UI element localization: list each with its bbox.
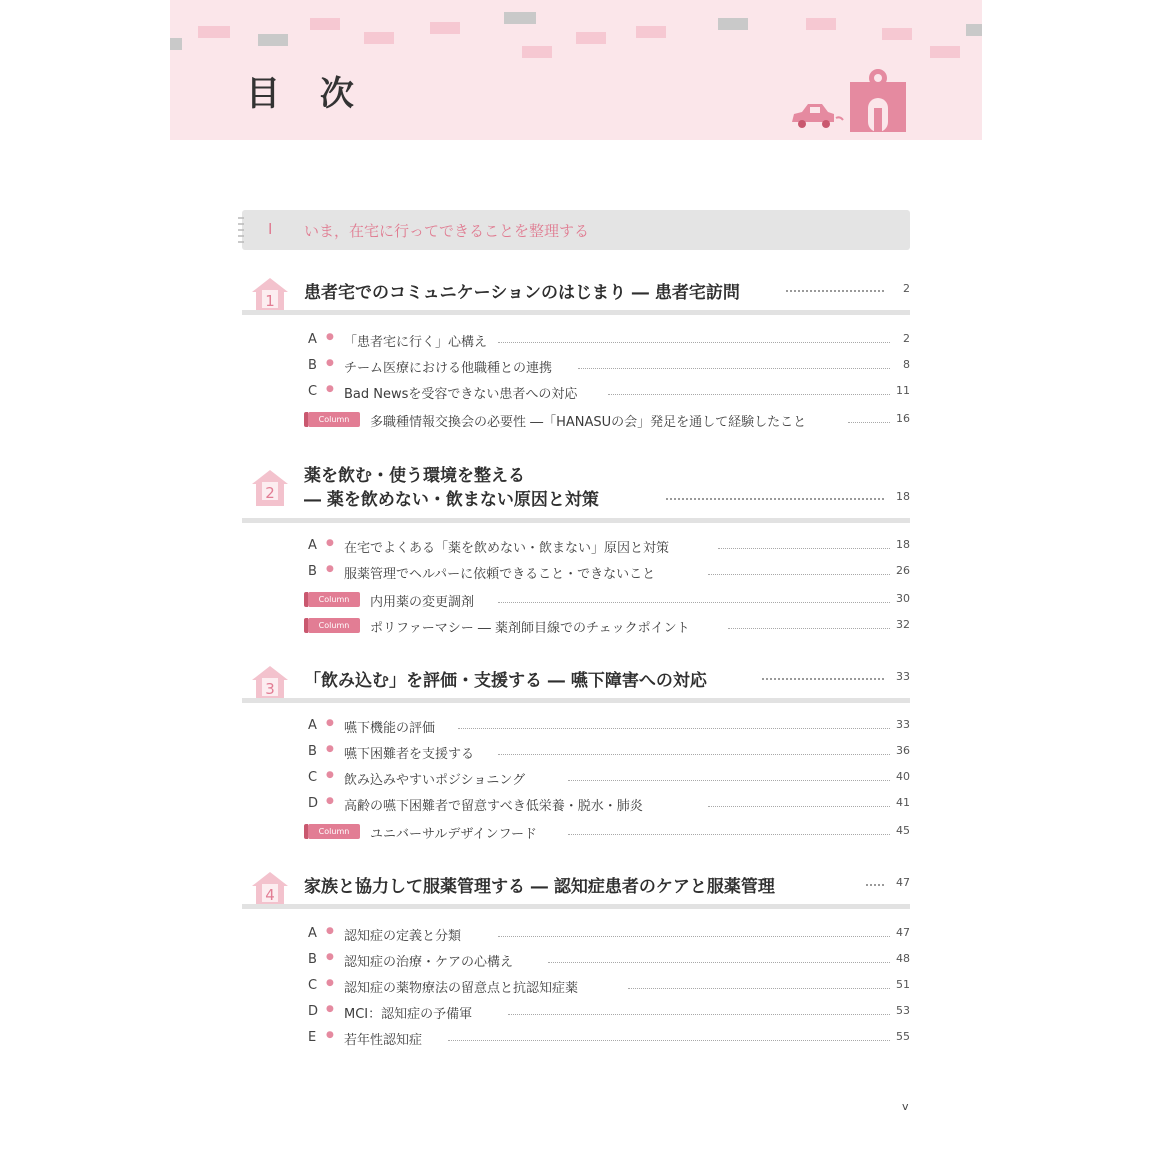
entry-letter: A (308, 926, 317, 941)
bullet-icon: ● (326, 538, 334, 548)
entry-letter: C (308, 978, 318, 993)
leader-dots (608, 394, 890, 395)
svg-text:1: 1 (265, 292, 275, 310)
entry-label: 認知症の薬物療法の留意点と抗認知症薬 (344, 977, 582, 996)
column-label: 内用薬の変更調剤 (370, 591, 478, 610)
leader-dots (628, 988, 890, 989)
entry-label: 飲み込みやすいポジショニング (344, 769, 529, 788)
entry-page: 48 (896, 952, 910, 965)
leader-dots (578, 368, 890, 369)
entry-label: 在宅でよくある「薬を飲めない・飲まない」原因と対策 (344, 537, 673, 556)
leader-dots (568, 834, 890, 835)
column-label: ポリファーマシー ― 薬剤師目線でのチェックポイント (370, 617, 694, 636)
leader-dots (508, 1014, 890, 1015)
part-label: いま，在宅に行ってできることを整理する (304, 222, 590, 240)
entry-label: チーム医療における他職種との連携 (344, 357, 556, 376)
bullet-icon: ● (326, 1030, 334, 1040)
bullet-icon: ● (326, 796, 334, 806)
bullet-icon: ● (326, 770, 334, 780)
chapter-page: 47 (896, 876, 910, 889)
svg-text:4: 4 (265, 886, 275, 904)
toc-entry[interactable] (308, 716, 910, 736)
column-badge: Column (308, 824, 360, 839)
chapter-page: 18 (896, 490, 910, 503)
entry-letter: B (308, 358, 317, 373)
chapter-rule (242, 698, 910, 703)
leader-dots (548, 962, 890, 963)
leader-dots (498, 936, 890, 937)
leader-dots (728, 628, 890, 629)
house-icon (848, 68, 908, 134)
chapter-title: 患者宅でのコミュニケーションのはじまり ― 患者宅訪問 (304, 283, 740, 303)
chapter-rule (242, 904, 910, 909)
chapter-title: 「飲み込む」を評価・支援する ― 嚥下障害への対応 (304, 671, 707, 691)
car-icon (788, 100, 844, 132)
chapter-page: 33 (896, 670, 910, 683)
toc-entry[interactable] (308, 794, 910, 814)
leader-dots (708, 574, 890, 575)
bullet-icon: ● (326, 384, 334, 394)
entry-page: 33 (896, 718, 910, 731)
entry-page: 53 (896, 1004, 910, 1017)
toc-page (170, 0, 982, 1150)
column-label: 多職種情報交換会の必要性 ―「HANASUの会」発足を通して経験したこと (370, 411, 810, 430)
bullet-icon: ● (326, 926, 334, 936)
bullet-icon: ● (326, 1004, 334, 1014)
svg-text:3: 3 (265, 680, 275, 698)
leader-dots (498, 602, 890, 603)
entry-label: 服薬管理でヘルパーに依頼できること・できないこと (344, 563, 659, 582)
toc-entry[interactable] (308, 382, 910, 402)
entry-page: 47 (896, 926, 910, 939)
chapter-rule (242, 518, 910, 523)
chapter-2[interactable] (242, 456, 910, 526)
chapter-page: 2 (903, 282, 910, 295)
leader-dots (448, 1040, 890, 1041)
entry-letter: B (308, 744, 317, 759)
entry-page: 2 (903, 332, 910, 345)
column-entry[interactable] (308, 822, 910, 842)
bullet-icon: ● (326, 358, 334, 368)
entry-label: 高齢の嚥下困難者で留意すべき低栄養・脱水・肺炎 (344, 795, 647, 814)
entry-page: 36 (896, 744, 910, 757)
entry-page: 32 (896, 618, 910, 631)
entry-page: 26 (896, 564, 910, 577)
entry-letter: C (308, 770, 318, 785)
leader-dots (762, 678, 884, 680)
toc-entry[interactable] (308, 562, 910, 582)
entry-letter: A (308, 718, 317, 733)
toc-entry[interactable] (308, 950, 910, 970)
chapter-title: 薬を飲む・使う環境を整える (304, 466, 525, 486)
bullet-icon: ● (326, 952, 334, 962)
entry-label: MCI：認知症の予備軍 (344, 1003, 476, 1022)
page-title: 目 次 (246, 74, 368, 114)
leader-dots (498, 754, 890, 755)
column-entry[interactable] (308, 616, 910, 636)
column-entry[interactable] (308, 590, 910, 610)
entry-letter: D (308, 1004, 319, 1019)
leader-dots (866, 884, 884, 886)
leader-dots (708, 806, 890, 807)
leader-dots (718, 548, 890, 549)
entry-label: Bad Newsを受容できない患者への対応 (344, 383, 581, 402)
chapter-title: 家族と協力して服薬管理する ― 認知症患者のケアと服薬管理 (304, 877, 775, 897)
entry-label: 嚥下困難者を支援する (344, 743, 478, 762)
toc-entry[interactable] (308, 356, 910, 376)
toc-entry[interactable] (308, 742, 910, 762)
chapter-rule (242, 310, 910, 315)
entry-page: 8 (903, 358, 910, 371)
toc-entry[interactable] (308, 536, 910, 556)
bullet-icon: ● (326, 744, 334, 754)
header-band (170, 0, 982, 140)
column-label: ユニバーサルデザインフード (370, 823, 541, 842)
entry-label: 若年性認知症 (344, 1029, 426, 1048)
toc-entry[interactable] (308, 1028, 910, 1048)
leader-dots (498, 342, 890, 343)
page-number: v (902, 1100, 909, 1113)
entry-letter: B (308, 564, 317, 579)
leader-dots (848, 422, 890, 423)
entry-label: 認知症の治療・ケアの心構え (344, 951, 517, 970)
entry-letter: E (308, 1030, 317, 1045)
toc-entry[interactable] (308, 768, 910, 788)
svg-text:2: 2 (265, 484, 275, 502)
entry-letter: A (308, 332, 317, 347)
bullet-icon: ● (326, 332, 334, 342)
entry-page: 51 (896, 978, 910, 991)
entry-page: 18 (896, 538, 910, 551)
leader-dots (458, 728, 890, 729)
entry-label: 認知症の定義と分類 (344, 925, 465, 944)
toc-entry[interactable] (308, 976, 910, 996)
bullet-icon: ● (326, 978, 334, 988)
entry-letter: B (308, 952, 317, 967)
entry-letter: A (308, 538, 317, 553)
chapter-title-line2: ― 薬を飲めない・飲まない原因と対策 (304, 490, 599, 510)
toc-entry[interactable] (308, 1002, 910, 1022)
entry-page: 55 (896, 1030, 910, 1043)
entry-page: 40 (896, 770, 910, 783)
toc-entry[interactable] (308, 330, 910, 350)
leader-dots (786, 290, 884, 292)
column-badge: Column (308, 412, 360, 427)
chapter-1[interactable] (242, 270, 910, 320)
bullet-icon: ● (326, 564, 334, 574)
column-badge: Column (308, 618, 360, 633)
entry-label: 嚥下機能の評価 (344, 717, 439, 736)
column-entry[interactable] (308, 410, 910, 430)
entry-letter: C (308, 384, 318, 399)
entry-label: 「患者宅に行く」心構え (344, 331, 491, 350)
chapter-3[interactable] (242, 658, 910, 708)
leader-dots (666, 498, 884, 500)
chapter-4[interactable] (242, 864, 910, 914)
column-badge: Column (308, 592, 360, 607)
entry-page: 41 (896, 796, 910, 809)
part-heading (242, 210, 910, 250)
leader-dots (568, 780, 890, 781)
entry-page: 30 (896, 592, 910, 605)
chapter-house-icon (250, 468, 290, 508)
bullet-icon: ● (326, 718, 334, 728)
entry-page: 45 (896, 824, 910, 837)
binding-icon (236, 214, 246, 246)
entry-letter: D (308, 796, 319, 811)
part-number: I (268, 220, 273, 238)
entry-page: 16 (896, 412, 910, 425)
entry-page: 11 (896, 384, 910, 397)
toc-entry[interactable] (308, 924, 910, 944)
